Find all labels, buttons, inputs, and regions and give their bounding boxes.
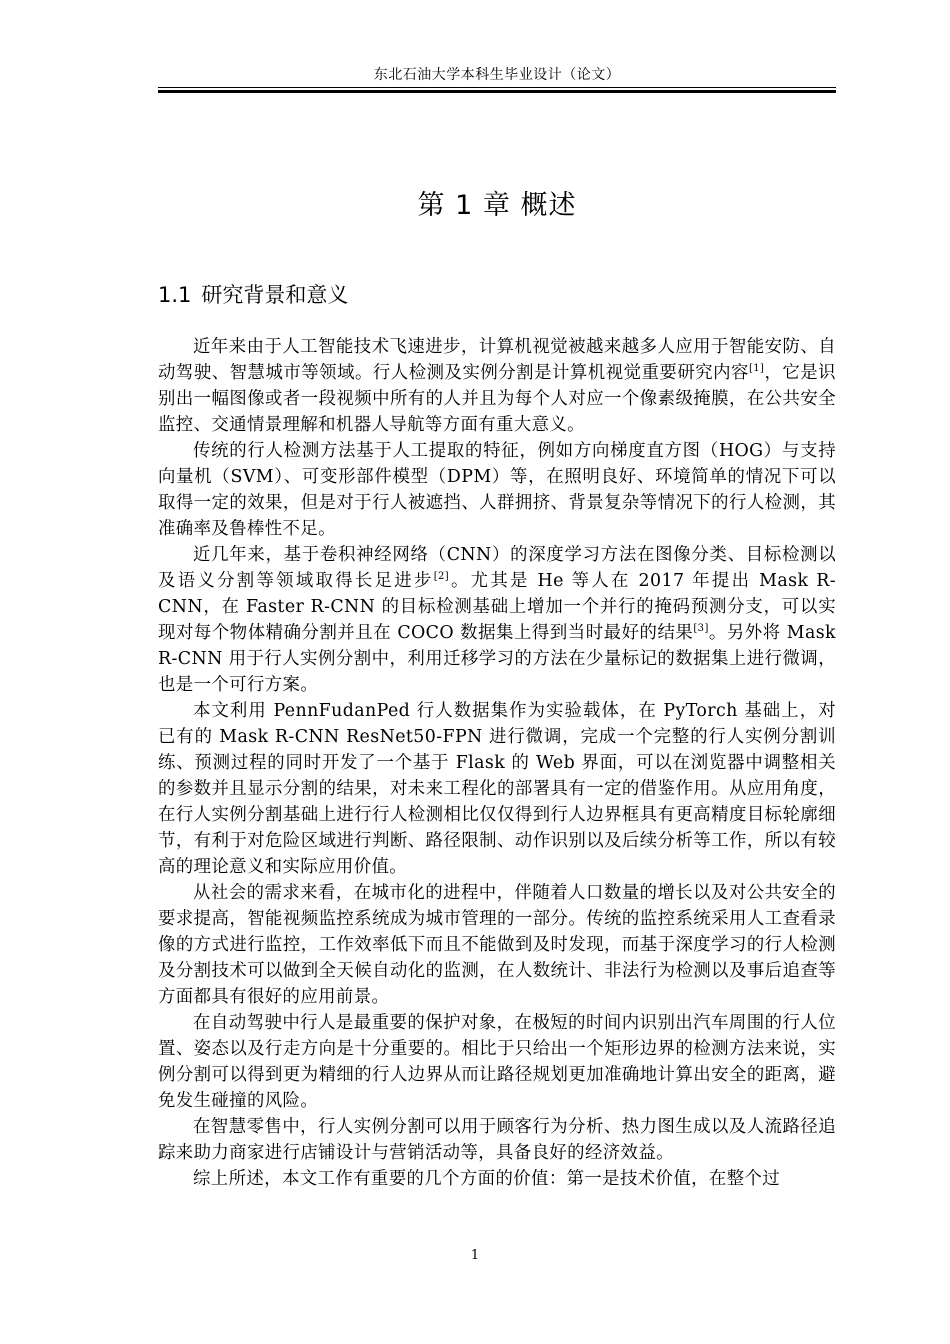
page-number: 1 — [470, 1248, 480, 1263]
paragraph — [158, 1166, 836, 1192]
paragraph — [158, 542, 836, 698]
page-header: 东北石油大学本科生毕业设计（论文） — [373, 67, 621, 83]
chapter-title: 第 1 章 概述 — [417, 190, 577, 221]
paragraph-text: 在自动驾驶中行人是最重要的保护对象，在极短的时间内识别出汽车周围的行人位置、姿态以及行走方向是十分重要的。相比于只给出一个矩形边界的检测方法来说，实例分割可以得到更为精细的行人边界从而让路径规划更加准确地计算出安全的距离，避免发生碰撞的风险。 — [158, 1013, 836, 1111]
paragraph-text: 近年来由于人工智能技术飞速进步，计算机视觉被越来越多人应用于智能安防、自动驾驶、智慧城市等领域。行人检测及实例分割是计算机视觉重要研究内容 — [158, 337, 836, 383]
paragraph-text: 。尤其是 He 等人在 2017 年提出 Mask R-CNN，在 Faster R-CNN 的目标检测基础上增加一个并行的掩码预测分支，可以实现对每个物体精确分割并且在 COCO 数据集上得到当时最好的结果 — [158, 571, 836, 643]
paragraph — [158, 438, 836, 542]
section-title — [158, 279, 348, 309]
citation-marker: [1] — [748, 363, 765, 375]
paragraph — [158, 880, 836, 1010]
paragraph-text: 近几年来，基于卷积神经网络（CNN）的深度学习方法在图像分类、目标检测以及语义分割等领域取得长足进步 — [158, 545, 836, 591]
paragraph — [158, 1114, 836, 1166]
paragraph-text: 。另外将 Mask R-CNN 用于行人实例分割中，利用迁移学习的方法在少量标记的数据集上进行微调，也是一个可行方案。 — [158, 623, 836, 695]
paragraph-text: 本文利用 PennFudanPed 行人数据集作为实验载体，在 PyTorch 基础上，对已有的 Mask R-CNN ResNet50-FPN 进行微调，完成一个完整的行人实例分割训练、预测过程的同时开发了一个基于 Flask 的 Web 界面，可以在浏览器中调整相关的参数并且显示分割的结果，对未来工程化的部署具有一定的借鉴作用。从应用角度，在行人实例分割基础上进行行人检测相比仅仅得到行人边界框具有更高精度目标轮廓细节，有利于对危险区域进行判断、路径限制、动作识别以及后续分析等工作，所以有较高的理论意义和实际应用价值。 — [158, 701, 836, 877]
paragraph-text: ，它是识别出一幅图像或者一段视频中所有的人并且为每个人对应一个像素级掩膜，在公共安全监控、交通情景理解和机器人导航等方面有重大意义。 — [158, 363, 836, 435]
section-number: 1.1 — [158, 283, 192, 307]
paragraph-text: 在智慧零售中，行人实例分割可以用于顾客行为分析、热力图生成以及人流路径追踪来助力商家进行店铺设计与营销活动等，具备良好的经济效益。 — [158, 1117, 836, 1163]
paragraph — [158, 1010, 836, 1114]
body-text — [158, 334, 836, 1192]
paragraph — [158, 334, 836, 438]
section-heading-text: 研究背景和意义 — [201, 283, 349, 307]
paragraph-text: 从社会的需求来看，在城市化的进程中，伴随着人口数量的增长以及对公共安全的要求提高，智能视频监控系统成为城市管理的一部分。传统的监控系统采用人工查看录像的方式进行监控，工作效率低下而且不能做到及时发现，而基于深度学习的行人检测及分割技术可以做到全天候自动化的监测，在人数统计、非法行为检测以及事后追查等方面都具有很好的应用前景。 — [158, 883, 836, 1007]
citation-marker: [2] — [433, 571, 450, 583]
paragraph-text: 综上所述，本文工作有重要的几个方面的价值：第一是技术价值，在整个过 — [193, 1169, 781, 1189]
paragraph-text: 传统的行人检测方法基于人工提取的特征，例如方向梯度直方图（HOG）与支持向量机（SVM）、可变形部件模型（DPM）等，在照明良好、环境简单的情况下可以取得一定的效果，但是对于行人被遮挡、人群拥挤、背景复杂等情况下的行人检测，其准确率及鲁棒性不足。 — [158, 441, 836, 539]
citation-marker: [3] — [693, 623, 709, 635]
paragraph — [158, 698, 836, 880]
header-rule — [158, 87, 836, 93]
